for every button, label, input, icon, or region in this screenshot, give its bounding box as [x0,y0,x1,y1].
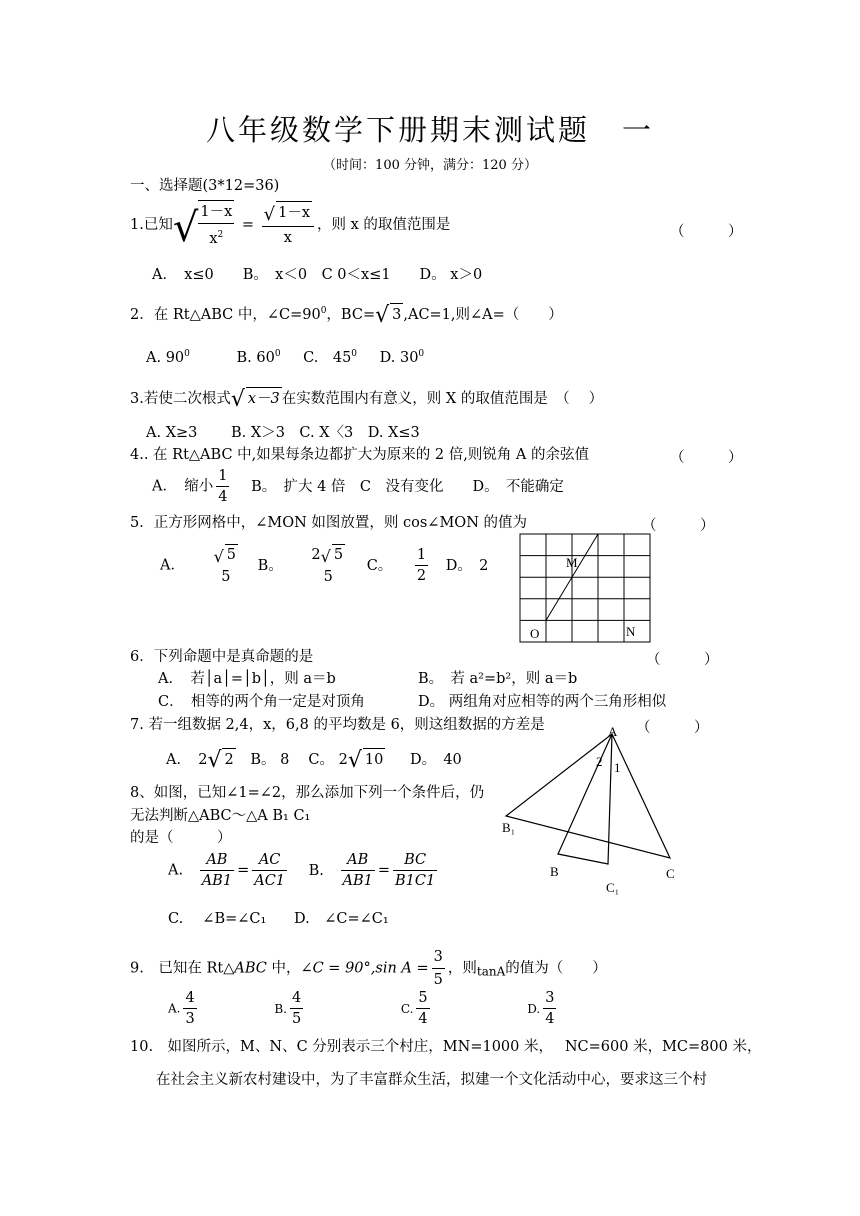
q8-line-3: 的是（ ） [130,830,232,846]
q5-option-c: C。 [366,557,393,574]
q9-options [168,988,559,1029]
q9-option-b: B. [274,1001,287,1016]
label-c: C [666,866,675,881]
q2-option-d: D. 30 [379,349,419,366]
q9-text1: 9. 已知在 Rt△ [130,960,235,977]
q7-option-b-c: B。 8 C。 2 [250,752,348,768]
q5-option-d: D。 2 [445,557,489,574]
q2-options [146,345,424,367]
question-1: 1.已知√ $\frac{1-x}{x^2}$ = $\frac{√ 1-x}{x}$ ，则 x 的取值范围是 [130,200,450,250]
q9-option-c: C. [400,1001,414,1016]
q8-options-ab: A. $\frac{AB}{AB1}$ = $\frac{AC}{AC1}$ B. $\frac{AB}{AB1}$ = $\frac{BC}{B1C1}$ [168,852,436,889]
q5-answer-paren: （ ） [642,518,715,534]
q2-option-a: A. 90 [146,349,185,366]
q6-option-b: B。 若 a²=b²，则 a＝b [418,671,578,687]
q9-b-num: 4 [291,990,302,1006]
q7-c-radicand: 10 [363,748,385,771]
q9-text2: 中， [266,960,301,977]
q2-text3: ,AC=1,则∠A=（ ） [403,306,563,323]
q7-option-d: D。 40 [409,752,462,768]
q3-options: A. X≥3 B. X＞3 C. X〈3 D. X≤3 [146,425,420,441]
q8-option-d: D. ∠C=∠C₁ [294,911,389,927]
q8-b-n1: AB [347,852,369,868]
label-o: O [530,626,540,641]
label-c1: C₁ [606,880,620,895]
triangle-bc1 [558,734,612,864]
q6-option-c: C． 相等的两个角一定是对顶角 [158,694,365,710]
q4-options-rest: B。 扩大 4 倍 C 没有变化 D。 不能确定 [251,478,564,495]
q1-prefix: 1.已知 [130,216,173,233]
q8-line-2: 无法判断△ABC～△A B₁ C₁ [130,808,311,824]
q1-frac2-num: 1－x [276,201,312,224]
q9-text4: 的值为（ ） [505,960,607,977]
q8-option-a: A. [168,862,184,879]
q10-line-1: 10. 如图所示，M、N、C 分别表示三个村庄，MN=1000 米， NC=600 米，MC=800 米， [130,1039,762,1055]
q1-exp: 2 [217,230,224,240]
q2-option-a-deg: 0 [184,349,190,359]
q7-answer-paren: （ ） [636,720,709,736]
q9-tan: tanA [476,964,506,979]
q5-b-coef: 2 [311,547,321,563]
q1-options: A． x≤0 B。 x＜0 C 0＜x≤1 D。 x＞0 [152,267,483,283]
q4-frac-num: 1 [218,468,228,484]
q5-c-den: 2 [415,565,428,586]
q3-text1: 3.若使二次根式 [130,391,231,407]
q7-options: A． 2√ 2 B。 8 C。 2√ 10 D。 40 [166,748,462,773]
q3-text2: 在实数范围内有意义，则 X 的取值范围是 （ ） [281,391,604,407]
question-3: 3.若使二次根式√ x－3 在实数范围内有意义，则 X 的取值范围是 （ ） [130,387,604,412]
q6-answer-paren: （ ） [646,652,719,668]
q5-option-b: B。 [257,557,283,574]
q5-a-den: 5 [221,569,231,585]
label-angle-2: 2 [596,754,603,769]
q5-grid-figure [518,532,658,644]
q6-option-a: A． 若│a│=│b│，则 a＝b [158,671,336,687]
label-b1: B₁ [502,820,516,835]
q9-sin-num: 3 [433,949,443,965]
q2-radicand: 3 [390,303,403,326]
q9-abc: ABC [234,960,267,977]
q9-condition: ∠C = 90°,sin A = [300,960,429,977]
label-angle-1: 1 [614,760,621,775]
q10-line-2: 在社会主义新农村建设中，为了丰富群众生活，拟建一个文化活动中心，要求这三个村 [156,1072,707,1088]
q8-a-d1: AB1 [200,870,234,891]
q8-b-d1: AB1 [341,870,375,891]
q8-line-1: 8、如图，已知∠1=∠2，那么添加下列一个条件后，仍 [130,785,485,801]
question-9 [130,946,607,991]
q8-a-d2: AC1 [252,870,287,891]
q9-option-d: D. [527,1001,541,1016]
q1-suffix: ，则 x 的取值范围是 [317,216,451,233]
q6-option-d: D。 两组角对应相等的两个三角形相似 [418,694,667,710]
section-heading: 一、选择题(3*12=36) [130,178,280,194]
q1-frac2-den: x [262,226,314,249]
q9-d-num: 3 [545,990,555,1006]
q5-option-a: A． [160,557,185,574]
question-4: 4.. 在 Rt△ABC 中,如果每条边都扩大为原来的 2 倍,则锐角 A 的余弦值 [130,447,590,463]
q9-a-num: 4 [185,990,195,1006]
label-a: A [608,724,618,739]
question-2: 2．在 Rt△ABC 中，$\angle C=90^0$，BC=√ 3 ,AC=1,则∠A=（ ） [130,302,563,328]
q1-answer-paren: （ ） [670,224,743,240]
q5-b-num: 5 [332,544,345,565]
q8-b-n2: BC [404,852,427,868]
triangle-ab1c [506,734,670,858]
q8-a-n1: AB [206,852,228,868]
q2-option-c: C. 45 [303,349,352,366]
q5-a-num: 5 [225,544,238,565]
q4-options [152,466,564,507]
q1-frac1-den: x [209,230,218,247]
q2-text1: 2．在 Rt△ABC 中，∠C=90 [130,306,321,323]
q5-c-num: 1 [416,547,427,563]
label-b: B [550,864,559,879]
page-title: 八年级数学下册期末测试题 一 [205,113,654,147]
q5-options: A． √ 5 5 B。 2√ 5 5 C。 $\frac{1}{2}$ D。 2 [160,544,488,587]
q9-c-num: 5 [418,990,428,1006]
q4-answer-paren: （ ） [670,450,743,466]
q2-text2: ，BC= [326,306,376,323]
question-6: 6．下列命题中是真命题的是 [130,649,314,665]
question-7: 7. 若一组数据 2,4，x，6,8 的平均数是 6，则这组数据的方差是 [130,717,545,733]
q8-b-d2: B1C1 [393,870,437,891]
label-m: M [566,555,578,570]
q8-option-b: B. [308,862,324,879]
q4-frac-den: 4 [216,486,229,507]
label-n: N [626,624,636,639]
q8-a-n2: AC [258,852,281,868]
q9-b-den: 5 [290,1008,303,1029]
q2-degree: 0 [320,306,327,316]
q8-triangle-figure [498,720,698,900]
q9-sin-den: 5 [432,968,445,991]
q2-option-c-deg: 0 [351,349,358,359]
q5-b-den: 5 [323,569,333,585]
q1-frac1-num: 1－x [200,204,233,220]
q7-option-a: A． 2 [166,752,208,768]
q2-option-b-deg: 0 [274,349,281,359]
q7-a-radicand: 2 [222,748,235,771]
q9-text3: ，则 [447,960,477,977]
question-5: 5．正方形网格中，∠MON 如图放置，则 cos∠MON 的值为 [130,515,527,531]
exam-subtitle: （时间：100 分钟，满分：120 分） [323,158,537,173]
q4-option-a: A． 缩小 [152,478,214,495]
q9-option-a: A. [168,1001,181,1016]
q9-a-den: 3 [183,1008,196,1029]
q3-radicand: x－3 [246,387,282,410]
q2-option-b: B. 60 [236,349,275,366]
q8-option-c: C. ∠B=∠C₁ [168,911,267,927]
q9-c-den: 4 [416,1008,429,1029]
q2-option-d-deg: 0 [418,349,425,359]
q1-eq: = [241,216,255,233]
q9-d-den: 4 [543,1008,556,1029]
